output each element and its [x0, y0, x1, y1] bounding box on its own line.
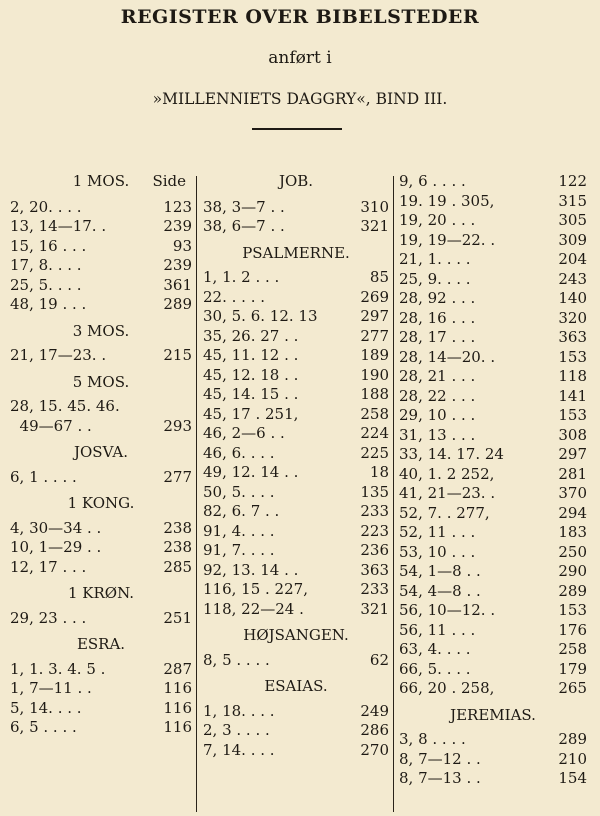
page-number: 321: [360, 217, 389, 235]
page-subtitle: anført i: [268, 48, 332, 68]
index-entry: [10, 538, 192, 558]
verse-reference: 1, 1. 3. 4. 5 .: [10, 659, 106, 678]
section-heading: [203, 626, 389, 646]
index-entry: [399, 504, 587, 524]
page-number: 243: [558, 269, 587, 288]
page-number: 62: [369, 650, 389, 669]
page-number: 265: [558, 679, 587, 697]
page-number: 290: [558, 562, 587, 580]
page-number: 258: [558, 640, 587, 658]
page-number: 281: [558, 464, 587, 483]
index-entry: [10, 256, 192, 276]
index-entry: [399, 750, 587, 770]
index-entry: [203, 424, 389, 444]
index-entry: [10, 468, 192, 488]
verse-reference: 9, 6 . . . .: [399, 172, 466, 190]
index-entry: [203, 385, 389, 405]
index-entry: [203, 721, 389, 741]
verse-reference: 48, 19 . . .: [10, 295, 87, 313]
page-number: 238: [163, 518, 192, 537]
index-entry: [399, 679, 587, 699]
section-heading-text: JOB.: [278, 172, 314, 190]
index-entry: [203, 580, 389, 600]
page-number: 116: [163, 698, 192, 717]
verse-reference: 8, 7—12 . .: [399, 749, 481, 768]
verse-reference: 56, 10—12. .: [399, 601, 496, 619]
page-number: 294: [558, 503, 587, 522]
index-entry: [203, 651, 389, 671]
index-entry: [399, 465, 587, 485]
index-entry: [10, 237, 192, 257]
verse-reference: 28, 92 . . .: [399, 289, 476, 307]
section-heading-text: ESAIAS.: [264, 677, 328, 695]
page-number: 269: [360, 287, 389, 306]
verse-reference: 92, 13. 14 . .: [203, 560, 299, 579]
index-entry: [203, 561, 389, 581]
section-heading: [399, 706, 587, 726]
section-heading: [10, 635, 192, 655]
verse-reference: 33, 14. 17. 24: [399, 445, 504, 463]
index-entry: [203, 268, 389, 288]
index-entry: [203, 741, 389, 761]
verse-reference: 54, 1—8 . .: [399, 562, 481, 580]
index-entry: [399, 660, 587, 680]
page-number: 239: [163, 217, 192, 235]
index-column-1: [10, 172, 192, 738]
index-entry: [203, 405, 389, 425]
verse-reference: 66, 5. . . .: [399, 659, 471, 678]
verse-reference: 31, 13 . . .: [399, 425, 476, 444]
section-heading: [10, 494, 192, 514]
index-entry: [203, 346, 389, 366]
title-rule: [252, 128, 342, 130]
verse-reference: 17, 8. . . .: [10, 256, 82, 274]
index-entry: [203, 327, 389, 347]
section-heading: [10, 322, 192, 342]
index-entry: [10, 198, 192, 218]
verse-reference: 63, 4. . . .: [399, 640, 471, 658]
index-entry: [399, 406, 587, 426]
verse-reference: 45, 14. 15 . .: [203, 385, 299, 403]
verse-reference: 6, 5 . . . .: [10, 718, 77, 736]
page-number: 309: [558, 230, 587, 249]
verse-reference: 3, 8 . . . .: [399, 730, 466, 748]
verse-reference: 21, 1. . . .: [399, 250, 471, 268]
page-column-label: Side: [152, 172, 186, 190]
page-number: 305: [558, 211, 587, 229]
verse-reference: 1, 18. . . .: [203, 701, 275, 720]
section-heading-text: HØJSANGEN.: [243, 626, 349, 644]
page-number: 321: [360, 599, 389, 618]
page-number: 236: [360, 541, 389, 559]
index-entry: [399, 172, 587, 192]
index-entry: [399, 270, 587, 290]
index-entry: [399, 523, 587, 543]
verse-reference: 91, 7. . . .: [203, 541, 275, 559]
verse-reference: 45, 17 . 251,: [203, 404, 299, 423]
verse-reference: 56, 11 . . .: [399, 620, 476, 639]
index-entry: [10, 609, 192, 629]
index-entry: [399, 484, 587, 504]
page-number: 289: [163, 295, 192, 313]
index-entry: [10, 558, 192, 578]
index-entry: [10, 699, 192, 719]
index-entry: [10, 217, 192, 237]
index-entry: [10, 519, 192, 539]
page-number: 122: [558, 172, 587, 190]
section-heading: [10, 584, 192, 604]
verse-reference: 28, 22 . . .: [399, 386, 476, 405]
verse-reference: 15, 16 . . .: [10, 236, 87, 255]
index-entry: [203, 702, 389, 722]
page-number: 223: [360, 521, 389, 540]
verse-reference: 49—67 . .: [10, 416, 92, 435]
index-entry: [10, 276, 192, 296]
index-entry: [399, 543, 587, 563]
page-number: 270: [360, 740, 389, 759]
index-entry: [10, 660, 192, 680]
index-entry: [203, 366, 389, 386]
index-entry: [10, 397, 192, 417]
verse-reference: 22. . . . .: [203, 287, 265, 306]
index-entry: [203, 522, 389, 542]
page-number: 363: [558, 328, 587, 346]
section-heading-text: ESRA.: [76, 635, 126, 653]
section-heading: [203, 677, 389, 697]
index-entry: [203, 463, 389, 483]
verse-reference: 8, 5 . . . .: [203, 650, 270, 669]
index-entry: [10, 417, 192, 437]
verse-reference: 5, 14. . . .: [10, 698, 82, 717]
index-entry: [399, 250, 587, 270]
page-number: 188: [360, 385, 389, 403]
verse-reference: 41, 21—23. .: [399, 484, 496, 502]
page-number: 204: [558, 250, 587, 268]
page-number: 153: [558, 406, 587, 424]
verse-reference: 12, 17 . . .: [10, 557, 87, 576]
index-entry: [203, 307, 389, 327]
index-entry: [10, 679, 192, 699]
index-entry: [203, 444, 389, 464]
verse-reference: 66, 20 . 258,: [399, 679, 495, 697]
page-number: 116: [163, 679, 192, 697]
verse-reference: 28, 14—20. .: [399, 347, 496, 366]
page-number: 233: [360, 502, 389, 520]
page-number: 118: [558, 367, 587, 385]
page-number: 320: [558, 308, 587, 327]
verse-reference: 25, 5. . . .: [10, 275, 82, 294]
verse-reference: 46, 6. . . .: [203, 443, 275, 462]
index-entry: [203, 217, 389, 237]
page-number: 190: [360, 365, 389, 384]
verse-reference: 54, 4—8 . .: [399, 581, 481, 600]
page-number: 250: [558, 542, 587, 561]
page-number: 176: [558, 620, 587, 639]
page-number: 308: [558, 425, 587, 444]
index-entry: [399, 309, 587, 329]
verse-reference: 53, 10 . . .: [399, 542, 476, 561]
verse-reference: 8, 7—13 . .: [399, 769, 481, 787]
verse-reference: 50, 5. . . .: [203, 482, 275, 501]
page-number: 18: [369, 463, 389, 481]
page-number: 363: [360, 560, 389, 579]
section-heading-text: JOSVA.: [73, 443, 128, 461]
page-number: 215: [163, 346, 192, 364]
page-number: 238: [163, 538, 192, 556]
verse-reference: 38, 3—7 . .: [203, 197, 285, 216]
index-entry: [399, 328, 587, 348]
index-entry: [399, 582, 587, 602]
verse-reference: 4, 30—34 . .: [10, 518, 102, 537]
index-entry: [203, 198, 389, 218]
verse-reference: 82, 6. 7 . .: [203, 502, 280, 520]
page-number: 258: [360, 404, 389, 423]
section-heading: [203, 244, 389, 264]
verse-reference: 116, 15 . 227,: [203, 580, 308, 598]
verse-reference: 46, 2—6 . .: [203, 424, 285, 442]
page-number: 239: [163, 256, 192, 274]
index-entry: [203, 483, 389, 503]
page-number: 154: [558, 769, 587, 787]
verse-reference: 40, 1. 2 252,: [399, 464, 495, 483]
index-entry: [10, 346, 192, 366]
verse-reference: 52, 7. . 277,: [399, 503, 490, 522]
verse-reference: 25, 9. . . .: [399, 269, 471, 288]
page-number: 141: [558, 386, 587, 405]
index-entry: [399, 769, 587, 789]
verse-reference: 28, 21 . . .: [399, 367, 476, 385]
page-number: 287: [163, 659, 192, 678]
verse-reference: 2, 20. . . .: [10, 197, 82, 216]
index-entry: [399, 562, 587, 582]
index-entry: [399, 348, 587, 368]
page-number: 233: [360, 580, 389, 598]
verse-reference: 30, 5. 6. 12. 13: [203, 307, 318, 325]
verse-reference: 6, 1 . . . .: [10, 467, 77, 486]
page-number: 277: [163, 467, 192, 486]
page-number: 310: [360, 197, 389, 216]
verse-reference: 19, 19—22. .: [399, 230, 496, 249]
page-number: 93: [172, 236, 192, 255]
section-heading: [10, 443, 192, 463]
page-number: 183: [558, 523, 587, 541]
verse-reference: 13, 14—17. .: [10, 217, 107, 235]
verse-reference: 28, 16 . . .: [399, 308, 476, 327]
section-heading-text: 1 KONG.: [67, 494, 135, 512]
index-entry: [399, 445, 587, 465]
page-number: 293: [163, 416, 192, 435]
verse-reference: 35, 26. 27 . .: [203, 326, 299, 345]
section-heading: [10, 373, 192, 393]
page-number: 361: [163, 275, 192, 294]
page-number: 315: [558, 191, 587, 210]
verse-reference: 45, 11. 12 . .: [203, 346, 299, 364]
section-heading-text: 5 MOS.: [72, 372, 130, 391]
section-heading-text: PSALMERNE.: [242, 243, 350, 262]
index-column-3: [399, 172, 587, 789]
column-divider: [393, 176, 394, 812]
index-entry: [10, 718, 192, 738]
section-heading-text: 3 MOS.: [72, 321, 130, 340]
page-title: REGISTER OVER BIBELSTEDER: [120, 6, 480, 28]
verse-reference: 10, 1—29 . .: [10, 538, 102, 556]
verse-reference: 1, 1. 2 . . .: [203, 268, 280, 286]
verse-reference: 2, 3 . . . .: [203, 721, 270, 739]
page-number: 85: [369, 268, 389, 286]
page-number: 153: [558, 347, 587, 366]
index-column-2: [203, 172, 389, 760]
index-entry: [203, 288, 389, 308]
index-entry: [10, 295, 192, 315]
column-divider: [196, 176, 197, 812]
page-number: 189: [360, 346, 389, 364]
page-number: 116: [163, 718, 192, 736]
page-number: 251: [163, 608, 192, 627]
verse-reference: 49, 12. 14 . .: [203, 463, 299, 481]
page-number: 370: [558, 484, 587, 502]
section-heading-text: 1 KRØN.: [67, 584, 135, 602]
page-number: 225: [360, 443, 389, 462]
index-entry: [203, 600, 389, 620]
verse-reference: 19. 19 . 305,: [399, 191, 495, 210]
page-number: 289: [558, 581, 587, 600]
page-number: 297: [360, 307, 389, 325]
index-entry: [399, 426, 587, 446]
verse-reference: 1, 7—11 . .: [10, 679, 92, 697]
page-number: 179: [558, 659, 587, 678]
page-number: 153: [558, 601, 587, 619]
index-entry: [203, 541, 389, 561]
page-number: 249: [360, 701, 389, 720]
index-entry: [399, 192, 587, 212]
page-number: 286: [360, 721, 389, 739]
verse-reference: 29, 23 . . .: [10, 608, 87, 627]
section-heading-text: JEREMIAS.: [450, 705, 536, 724]
verse-reference: 7, 14. . . .: [203, 740, 275, 759]
verse-reference: 52, 11 . . .: [399, 523, 476, 541]
index-entry: [399, 601, 587, 621]
verse-reference: 19, 20 . . .: [399, 211, 476, 229]
index-entry: [399, 387, 587, 407]
index-entry: [399, 640, 587, 660]
verse-reference: 91, 4. . . .: [203, 521, 275, 540]
page-number: 277: [360, 326, 389, 345]
page-number: 224: [360, 424, 389, 442]
index-entry: [399, 211, 587, 231]
index-entry: [399, 289, 587, 309]
index-entry: [399, 730, 587, 750]
section-heading: [10, 172, 192, 192]
page-number: 123: [163, 197, 192, 216]
section-heading: [203, 172, 389, 192]
index-entry: [203, 502, 389, 522]
verse-reference: 28, 15. 45. 46.: [10, 397, 120, 415]
page-number: 210: [558, 749, 587, 768]
page-number: 297: [558, 445, 587, 463]
verse-reference: 45, 12. 18 . .: [203, 365, 299, 384]
verse-reference: 28, 17 . . .: [399, 328, 476, 346]
verse-reference: 38, 6—7 . .: [203, 217, 285, 235]
verse-reference: 29, 10 . . .: [399, 406, 476, 424]
index-entry: [399, 621, 587, 641]
index-entry: [399, 231, 587, 251]
section-heading-text: 1 MOS.: [72, 172, 130, 190]
book-reference: »MILLENNIETS DAGGRY«, BIND III.: [152, 90, 448, 108]
page-number: 285: [163, 557, 192, 576]
page-number: 135: [360, 482, 389, 501]
page-number: 140: [558, 289, 587, 307]
verse-reference: 118, 22—24 .: [203, 599, 304, 618]
verse-reference: 21, 17—23. .: [10, 346, 107, 364]
index-entry: [399, 367, 587, 387]
page-number: 289: [558, 730, 587, 748]
